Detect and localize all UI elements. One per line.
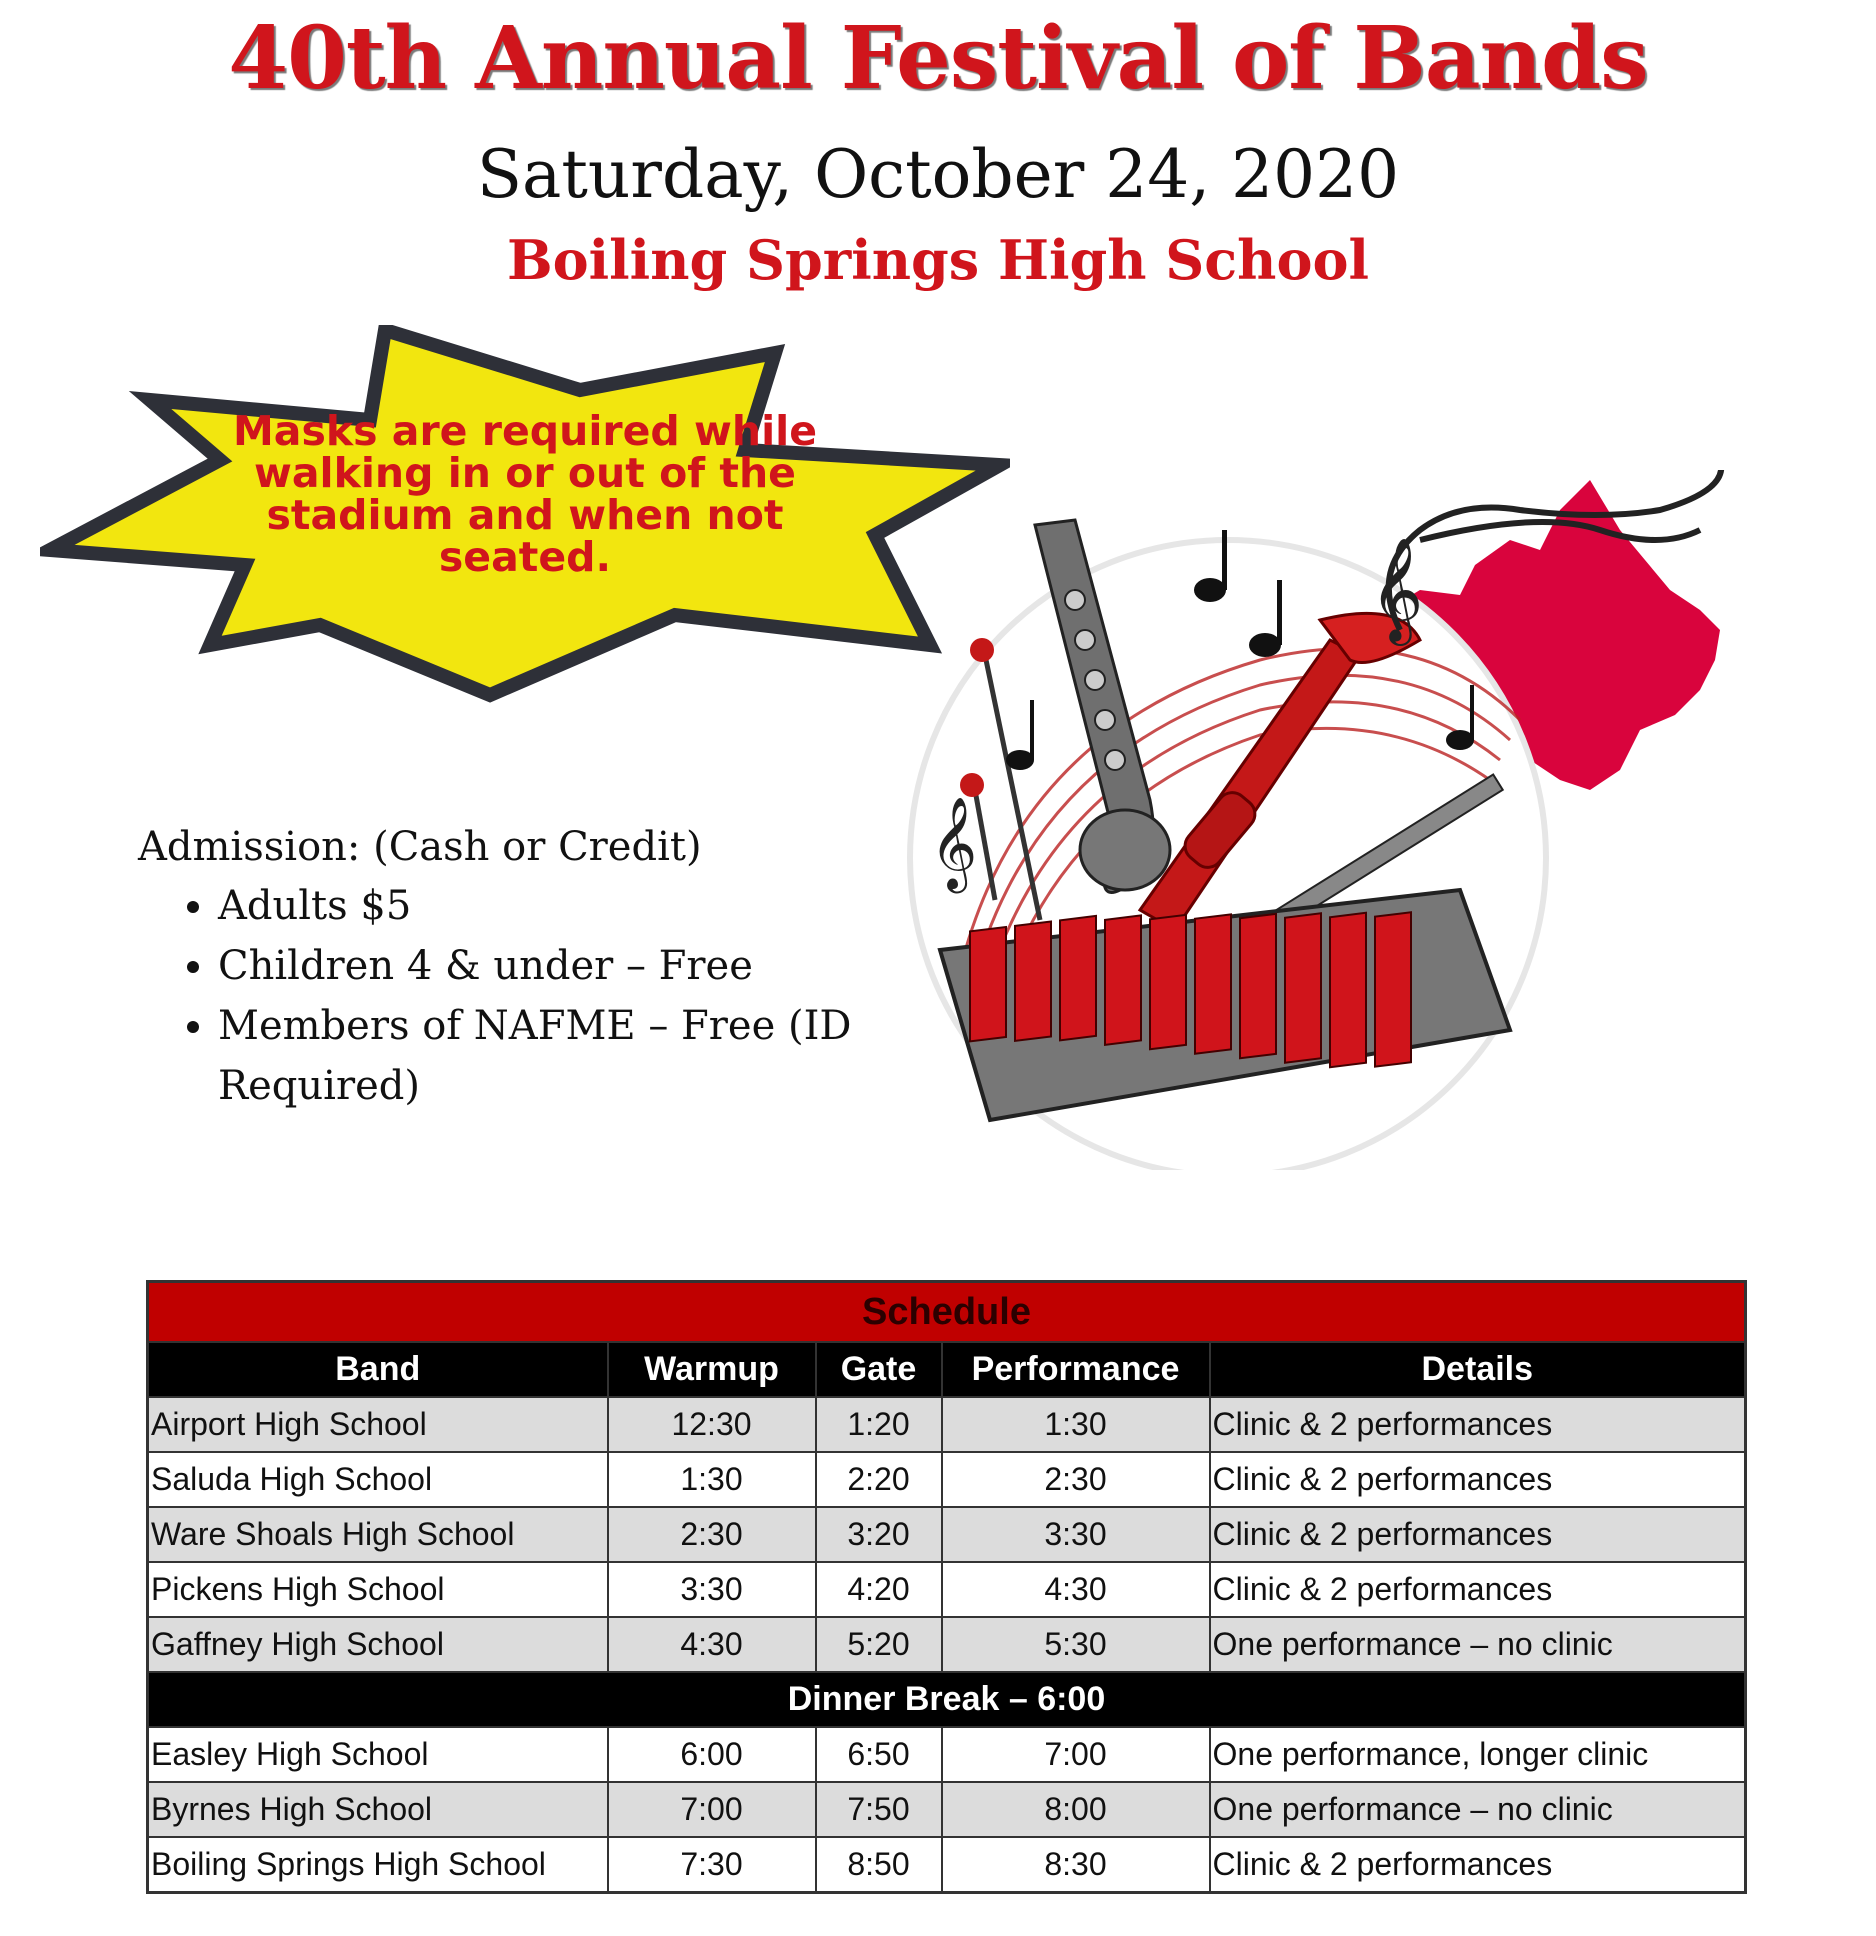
details-cell: One performance, longer clinic (1210, 1727, 1746, 1782)
mask-notice: Masks are required while walking in or out of the stadium and when not seated. (232, 407, 818, 581)
performance-cell: 8:30 (942, 1837, 1210, 1893)
table-row (148, 1452, 1746, 1507)
table-header-row (148, 1342, 1746, 1397)
warmup-cell: 2:30 (608, 1507, 816, 1562)
warmup-cell: 6:00 (608, 1727, 816, 1782)
table-row (148, 1837, 1746, 1893)
table-row (148, 1727, 1746, 1782)
details-cell: Clinic & 2 performances (1210, 1837, 1746, 1893)
schedule-table (146, 1280, 1747, 1894)
list-item: • Children 4 & under – Free (218, 936, 898, 996)
performance-cell: 1:30 (942, 1397, 1210, 1452)
page-title: 40th Annual Festival of Bands (228, 8, 1648, 109)
performance-cell: 8:00 (942, 1782, 1210, 1837)
gate-cell: 1:20 (816, 1397, 942, 1452)
band-cell: Boiling Springs High School (148, 1837, 608, 1893)
performance-cell: 2:30 (942, 1452, 1210, 1507)
band-cell: Airport High School (148, 1397, 608, 1452)
warmup-cell: 7:00 (608, 1782, 816, 1837)
warmup-cell: 3:30 (608, 1562, 816, 1617)
event-venue: Boiling Springs High School (507, 228, 1369, 292)
warmup-cell: 4:30 (608, 1617, 816, 1672)
band-cell: Gaffney High School (148, 1617, 608, 1672)
column-header-details: Details (1210, 1342, 1746, 1397)
gate-cell: 6:50 (816, 1727, 942, 1782)
gate-cell: 4:20 (816, 1562, 942, 1617)
table-row (148, 1617, 1746, 1672)
table-row (148, 1397, 1746, 1452)
performance-cell: 3:30 (942, 1507, 1210, 1562)
column-header-gate: Gate (816, 1342, 942, 1397)
details-cell: One performance – no clinic (1210, 1782, 1746, 1837)
performance-cell: 5:30 (942, 1617, 1210, 1672)
column-header-band: Band (148, 1342, 608, 1397)
details-cell: Clinic & 2 performances (1210, 1452, 1746, 1507)
details-cell: Clinic & 2 performances (1210, 1562, 1746, 1617)
gate-cell: 7:50 (816, 1782, 942, 1837)
band-instruments-illustration (900, 470, 1780, 1170)
warmup-cell: 12:30 (608, 1397, 816, 1452)
svg-text:𝄞: 𝄞 (1370, 537, 1424, 642)
gate-cell: 2:20 (816, 1452, 942, 1507)
details-cell: Clinic & 2 performances (1210, 1507, 1746, 1562)
warmup-cell: 1:30 (608, 1452, 816, 1507)
column-header-warmup: Warmup (608, 1342, 816, 1397)
table-row (148, 1507, 1746, 1562)
list-item: • Adults $5 (218, 876, 898, 936)
column-header-performance: Performance (942, 1342, 1210, 1397)
admission-heading: Admission: (Cash or Credit) (138, 824, 702, 870)
details-cell: Clinic & 2 performances (1210, 1397, 1746, 1452)
performance-cell: 7:00 (942, 1727, 1210, 1782)
dinner-break-row (148, 1672, 1746, 1727)
table-row (148, 1782, 1746, 1837)
svg-text:𝄞: 𝄞 (930, 796, 978, 889)
dinner-break-label: Dinner Break – 6:00 (148, 1672, 1746, 1727)
band-cell: Pickens High School (148, 1562, 608, 1617)
gate-cell: 5:20 (816, 1617, 942, 1672)
performance-cell: 4:30 (942, 1562, 1210, 1617)
warmup-cell: 7:30 (608, 1837, 816, 1893)
gate-cell: 8:50 (816, 1837, 942, 1893)
band-cell: Saluda High School (148, 1452, 608, 1507)
details-cell: One performance – no clinic (1210, 1617, 1746, 1672)
table-row (148, 1562, 1746, 1617)
gate-cell: 3:20 (816, 1507, 942, 1562)
band-cell: Ware Shoals High School (148, 1507, 608, 1562)
list-item: • Members of NAFME – Free (ID Required) (218, 996, 898, 1116)
admission-section (138, 824, 898, 1116)
event-date: Saturday, October 24, 2020 (476, 136, 1400, 213)
schedule-title: Schedule (148, 1282, 1746, 1343)
band-cell: Easley High School (148, 1727, 608, 1782)
admission-list (138, 876, 898, 1116)
band-cell: Byrnes High School (148, 1782, 608, 1837)
